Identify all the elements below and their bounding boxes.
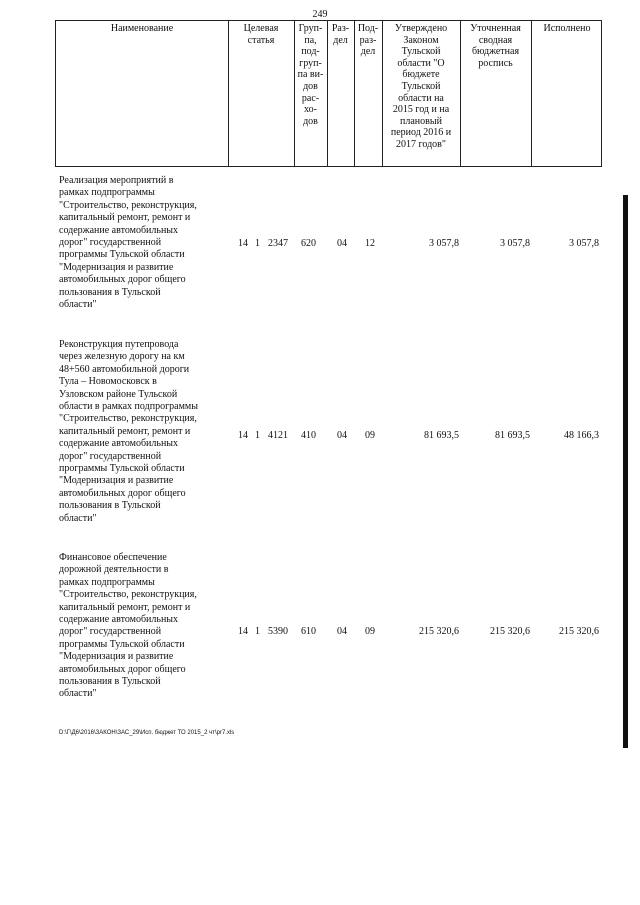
expense-group: 610 [301, 626, 316, 637]
refined-amount: 81 693,5 [495, 430, 530, 441]
approved-amount: 215 320,6 [419, 626, 459, 637]
code-program: 14 [238, 626, 248, 637]
header-approved: Утверждено Законом Тульской области "О бюджете Тульской области на 2015 год и на плановый период 2016 и 2017 годов" [390, 23, 452, 150]
refined-amount: 215 320,6 [490, 626, 530, 637]
subsection: 12 [365, 238, 375, 249]
code-subprogram: 1 [255, 238, 260, 249]
header-executed: Исполнено [543, 23, 591, 34]
table-header [55, 20, 602, 167]
header-refined: Уточненная сводная бюджетная роспись [470, 23, 521, 69]
header-expense-group: Груп- па, под- груп- па ви- дов рас- хо- дов [297, 23, 324, 127]
code-subprogram: 1 [255, 626, 260, 637]
executed-amount: 48 166,3 [564, 430, 599, 441]
expense-group: 410 [301, 430, 316, 441]
code-program: 14 [238, 430, 248, 441]
header-subsection: Под- раз- дел [357, 23, 379, 58]
row-name: Реконструкция путепровода через железную дорогу на км 48+560 автомобильной дороги Тула – Новомосковск в Узловском районе Тульской области в рамках подпрограммы "Строительство, реконструкция, капитальный ремонт, ремонт и содержание автомобильных дорог" государственной программы Тульской области "Модернизация и развитие автомобильных дорог общего пользования в Тульской области" [59, 339, 198, 524]
code-item: 2347 [268, 238, 288, 249]
page-number: 249 [312, 9, 328, 20]
header-section: Раз- дел [331, 23, 350, 46]
section: 04 [337, 238, 347, 249]
refined-amount: 3 057,8 [500, 238, 530, 249]
code-subprogram: 1 [255, 430, 260, 441]
executed-amount: 3 057,8 [569, 238, 599, 249]
approved-amount: 81 693,5 [424, 430, 459, 441]
subsection: 09 [365, 626, 375, 637]
file-path-footer: D:\Г\Д6\2016\ЗАКОН\ЗАС_29\Исп. бюджет ТО 2015_2 чт\pr7.xls [59, 730, 235, 736]
row-name: Финансовое обеспечение дорожной деятельности в рамках подпрограммы "Строительство, реконструкция, капитальный ремонт, ремонт и содержание автомобильных дорог" государственной программы Тульской области "Модернизация и развитие автомобильных дорог общего пользования в Тульской области" [59, 552, 197, 700]
expense-group: 620 [301, 238, 316, 249]
code-item: 5390 [268, 626, 288, 637]
approved-amount: 3 057,8 [429, 238, 459, 249]
scan-edge-mark [623, 195, 628, 748]
section: 04 [337, 430, 347, 441]
header-target-item: Целевая статья [243, 23, 279, 46]
code-item: 4121 [268, 430, 288, 441]
executed-amount: 215 320,6 [559, 626, 599, 637]
section: 04 [337, 626, 347, 637]
subsection: 09 [365, 430, 375, 441]
header-name: Наименование [110, 23, 174, 34]
code-program: 14 [238, 238, 248, 249]
row-name: Реализация мероприятий в рамках подпрограммы "Строительство, реконструкция, капитальный ремонт, ремонт и содержание автомобильных дорог" государственной программы Тульской области "Модернизация и развитие автомобильных дорог общего пользования в Тульской области" [59, 175, 197, 311]
column-divider [531, 21, 532, 166]
